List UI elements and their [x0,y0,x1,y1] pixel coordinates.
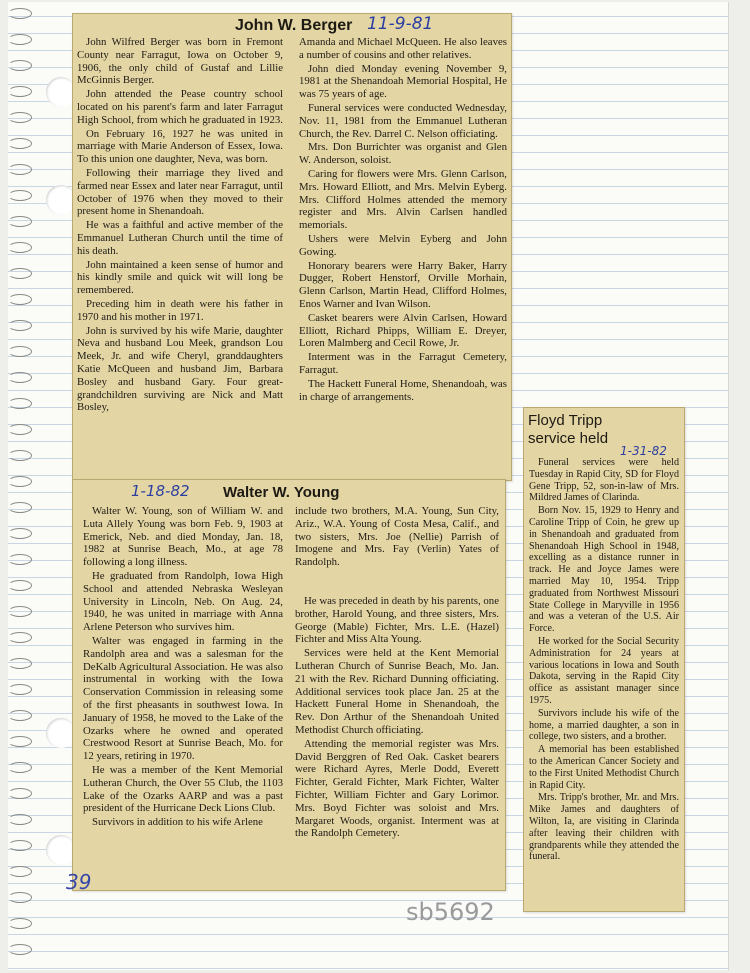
obituary-paragraph: include two brothers, M.A. Young, Sun City, Ariz., W.A. Young of Costa Mesa, Calif., and two sisters, Mrs. Joe (Nellie) Parrish of Imogene and Mrs. Fay (Verlin) Yates of Randolph. [295,505,499,569]
obituary-paragraph: He graduated from Randolph, Iowa High School and attended Nebraska Wesleyan University in Lincoln, Neb. On Aug. 24, 1940, he was united in marriage with Anna Arlene Peterson who survives him. [83,569,283,634]
obituary-paragraph: Walter W. Young, son of William W. and Luta Allely Young was born Feb. 9, 1903 at Emerick, Neb. and died Monday, Jan. 18, 1982 at Sunrise Beach, Mo., at age 78 following a long illness. [83,505,283,569]
obituary-paragraph: Ushers were Melvin Eyberg and John Gowing. [299,232,507,258]
spiral-coil [8,242,32,253]
spiral-coil [8,814,32,825]
ruled-line [8,951,728,952]
spiral-coil [8,138,32,149]
obituary-paragraph: Mrs. Don Burrichter was organist and Glen W. Anderson, soloist. [299,141,507,167]
obituary-paragraph: Survivors in addition to his wife Arlene [92,816,263,829]
obituary-paragraph: He worked for the Social Security Administration for 24 years at various locations in Iowa and South Dakota, serving in the Rapid City office as assistant manager since 1975. [529,635,679,706]
obituary-paragraph: He was a faithful and active member of the Emmanuel Lutheran Church until the time of his death. [77,219,283,257]
spiral-coil [8,658,32,669]
spiral-coil [8,320,32,331]
handwritten-page-number: 39 [66,870,92,894]
obituary-column-left [77,36,283,415]
spiral-coil [8,424,32,435]
spiral-coil [8,164,32,175]
spiral-coil [8,60,32,71]
obituary-paragraph: Honorary bearers were Harry Baker, Harry Dugger, Robert Henstorf, Orville Morhain, Glenn Carlson, Martin Head, Clifford Holmes, Enos Warner and Ivan Wilson. [299,259,507,310]
obituary-paragraph: Walter was engaged in farming in the Randolph area and was a salesman for the DeKalb Agricultural Association. He was also instrumental in working with the Iowa Conservation Commission in releasing some of the first pheasants in southwest Iowa. In January of 1958, he moved to the Lake of the Ozarks where he owned and operated Crestwood Resort at Sunrise Beach, Mo. for 12 years, retiring in 1970. [83,634,283,763]
obituary-paragraph: John Wilfred Berger was born in Fremont County near Farragut, Iowa on October 9, 1906, the only child of Gustaf and Lillie McGinnis Berger. [77,36,283,87]
obituary-paragraph: He was preceded in death by his parents, one brother, Harold Young, and three sisters, Mrs. George (Mable) Fichter, Mrs. L.E. (Hazel) Fichter and Miss Alta Young. [295,595,499,646]
spiral-coil [8,684,32,695]
spiral-coil [8,788,32,799]
obituary-paragraph: Mrs. Tripp's brother, Mr. and Mrs. Mike James and daughters of Wilton, Ia, are visiting in Clarinda after leaving their children with grandparents while they attended the funeral. [529,792,679,863]
obituary-paragraph: He was a member of the Kent Memorial Lutheran Church, the Over 55 Club, the 1103 Lake of the Ozarks AARP and was a past president of the Hurricane Deck Lions Club. [83,763,283,815]
obituary-title: John W. Berger [235,17,353,34]
spiral-coil [8,944,32,955]
ruled-line [8,917,728,918]
obituary-paragraph: Preceding him in death were his father in 1970 and his mother in 1971. [77,297,283,323]
spiral-coil [8,8,32,19]
obituary-paragraph: Born Nov. 15, 1929 to Henry and Caroline Tripp of Coin, he grew up in Shenandoah and graduated from Shenandoah High School in 1948, excelling as a distance runner in track. He and Joyce James were married May 10, 1954. Tripp graduated from Northwest Missouri State College in Maryville in 1956 and was a veteran of the U.S. Air Force. [529,505,679,635]
spiral-coil [8,762,32,773]
obituary-paragraph: Funeral services were conducted Wednesday, Nov. 11, 1981 from the Emmanuel Lutheran Church, the Rev. Darrel C. Nelson officiating. [299,101,507,140]
spiral-coil [8,632,32,643]
obituary-column-right-continued [295,595,499,841]
spiral-coil [8,840,32,851]
obituary-paragraph: On February 16, 1927 he was united in marriage with Marie Anderson of Essex, Iowa. To this union one daughter, Neva, was born. [77,127,283,166]
obituary-paragraph: Survivors include his wife of the home, a married daughter, a son in college, two sisters, and a brother. [529,707,679,743]
obituary-paragraph: John is survived by his wife Marie, daughter Neva and husband Lou Meek, grandson Lou Meek, Jr. and wife Cheryl, granddaughters Katie McQueen and husband Jim, Barbara Bosley and husband Gary. Four great-grandchildren surviving are Nick and Matt Bosley, [77,324,283,414]
obituary-paragraph: John died Monday evening November 9, 1981 at the Shenandoah Memorial Hospital, He was 75 years of age. [299,62,507,101]
spiral-coil [8,216,32,227]
spiral-coil [8,346,32,357]
obituary-paragraph: John maintained a keen sense of humor and his kindly smile and quick wit will long be remembered. [77,258,283,297]
handwritten-date: 1-18-82 [131,482,190,500]
catalog-number: sb5692 [406,898,495,926]
spiral-coil [8,294,32,305]
obituary-subtitle: service held [528,430,609,447]
spiral-coil [8,450,32,461]
spiral-coil [8,710,32,721]
spiral-coil [8,606,32,617]
obituary-paragraph: Attending the memorial register was Mrs. David Berggren of Red Oak. Casket bearers were Richard Ayres, Merle Dodd, Everett Fichter, Gerald Fichter, Mark Fichter, Walter Fichter, William Fichter and Gary Lorimor. Mrs. Boyd Fichter was soloist and Mrs. Margaret Woods, organist. Interment was at the Randolph Cemetery. [295,737,499,840]
obituary-paragraph: A memorial has been established to the American Cancer Society and to the First United Methodist Church in Rapid City. [529,744,679,791]
obituary-body [529,457,679,864]
spiral-coil [8,918,32,929]
spiral-coil [8,476,32,487]
spiral-coil [8,866,32,877]
handwritten-date: 11-9-81 [367,14,434,34]
spiral-coil [8,398,32,409]
spiral-coil [8,112,32,123]
obituary-paragraph: Services were held at the Kent Memorial Lutheran Church of Sunrise Beach, Mo. Jan. 21 with the Rev. Richard Dunning officiating. Additional services took place Jan. 25 at the Hackett Funeral Home in Shenandoah, the Rev. Don Arthur of the Shenandoah United Methodist Church officiating. [295,647,499,736]
spiral-coil [8,190,32,201]
obituary-title: Walter W. Young [223,484,340,501]
spiral-coil [8,892,32,903]
clipping-tripp-obituary [523,407,685,912]
spiral-coil [8,268,32,279]
handwritten-date: 1-31-82 [620,444,667,458]
obituary-paragraph: Interment was in the Farragut Cemetery, Farragut. [299,351,507,376]
obituary-paragraph: Caring for flowers were Mrs. Glenn Carlson, Mrs. Howard Elliott, and Mrs. Melvin Eyberg. Mrs. Clifford Holmes attended the memory register and Mrs. Alvin Carlsen handled memorials. [299,167,507,232]
spiral-coil [8,580,32,591]
obituary-paragraph: Following their marriage they lived and farmed near Essex and later near Farragut, until October of 1976 when they moved to their present home in Shenandoah. [77,166,283,218]
spiral-coil [8,528,32,539]
clipping-berger-obituary [72,13,512,481]
spiral-coil [8,502,32,513]
obituary-column-right [299,36,507,404]
obituary-paragraph: John attended the Pease country school located on his parent's farm and later Farragut High School, from which he graduated in 1923. [77,88,284,126]
spiral-coil [8,86,32,97]
spiral-coil [8,554,32,565]
obituary-title: Floyd Tripp [528,412,603,429]
spiral-coil [8,34,32,45]
ruled-line [8,968,728,969]
obituary-column-right [295,505,499,570]
obituary-paragraph: Casket bearers were Alvin Carlsen, Howard Elliott, Richard Phipps, William E. Dreyer, Loren Malmberg and Cecil Rowe, Jr. [299,311,507,350]
ruled-line [8,934,728,935]
obituary-column-left [83,505,283,830]
spiral-coil [8,372,32,383]
obituary-paragraph: The Hackett Funeral Home, Shenandoah, was in charge of arrangements. [299,377,507,403]
spiral-coil [8,736,32,747]
clipping-young-obituary [72,479,506,891]
obituary-paragraph: Funeral services were held Tuesday in Rapid City, SD for Floyd Gene Tripp, 52, son-in-law of Mrs. Mildred James of Clarinda. [529,457,679,504]
obituary-paragraph: Amanda and Michael McQueen. He also leaves a number of cousins and other relatives. [299,36,507,61]
